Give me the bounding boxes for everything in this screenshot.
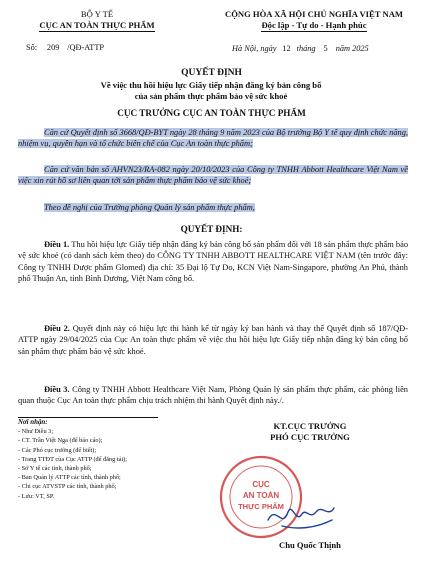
recipient-item: - Các Phó cục trưởng (để biết); (18, 446, 97, 454)
article: Điều 2. Quyết định này có hiệu lực thi hành kể từ ngày ký ban hành và thay thế Quyết định số 187/QĐ-ATTP ngày 29/04/2025 của Cục An toàn thực phẩm về việc thu hồi hiệu lực Giấy tiếp nhận đăng ký bản công bố sản phẩm thực phẩm bảo vệ sức khoẻ. (18, 324, 408, 356)
recipient-item: - Lưu: VT, SP. (18, 492, 55, 500)
recipient-item: - Ban Quản lý ATTP các tỉnh, thành phố; (18, 474, 121, 482)
seal-text: THỰC PHẨM (238, 502, 284, 511)
document-number: Số: 209 /QĐ-ATTP (26, 43, 105, 52)
recipients-heading: Nơi nhận: (18, 419, 48, 426)
recipient-item: - Sở Y tế các tỉnh, thành phố; (18, 465, 92, 473)
preamble-clause: Căn cứ văn bản số AHVN23/RA-082 ngày 20/10/2023 của Công ty TNHH Abbott Healthcare Việt Nam về việc xin rút hồ sơ liên quan tới sản phẩm thực phẩm bảo vệ sức khoẻ; (18, 165, 408, 186)
preamble-clause: Căn cứ Quyết định số 3668/QĐ-BYT ngày 28 tháng 9 năm 2023 của Bộ trưởng Bộ Y tế quy định chức năng, nhiệm vụ, quyền hạn và tổ chức biên chế của Cục An toàn thực phẩm; (18, 128, 408, 149)
preamble-clause: Theo đề nghị của Trưởng phòng Quản lý sản phẩm thực phẩm, (44, 203, 255, 212)
handwritten-signature (262, 490, 342, 540)
recipient-item: - Như Điều 3; (18, 428, 54, 436)
decision-heading: QUYẾT ĐỊNH: (180, 224, 243, 234)
document-kind: QUYẾT ĐỊNH (181, 68, 242, 78)
recipient-item: - CT. Trần Việt Nga (để báo cáo); (18, 437, 103, 445)
national-header (214, 9, 414, 32)
recipient-item: - Chi cục ATVSTP các tỉnh, thành phố; (18, 483, 117, 491)
department-name: CỤC AN TOÀN THỰC PHẨM (39, 20, 155, 30)
recipients-list (18, 417, 158, 501)
recipient-item: - Trang TTĐT của Cục ATTP (để đăng tải); (18, 455, 128, 463)
seal-text: CỤC (252, 480, 270, 489)
issue-date: Hà Nội, ngày 12 tháng 5 năm 2025 (232, 44, 369, 53)
article: Điều 3. Công ty TNHH Abbott Healthcare Việt Nam, Phòng Quản lý sản phẩm thực phẩm, các phòng liên quan thuộc Cục An toàn thực phẩm chịu trách nhiệm thi hành Quyết định này./. (18, 385, 408, 406)
signatory-title: KT.CỤC TRƯỞNG PHÓ CỤC TRƯỞNG (270, 421, 350, 442)
issuing-authority: CỤC TRƯỞNG CỤC AN TOÀN THỰC PHẨM (117, 108, 306, 118)
document-subject: Về việc thu hồi hiệu lực Giấy tiếp nhận đăng ký bản công bố của sản phẩm thực phẩm bảo vệ sức khoẻ (100, 80, 322, 101)
article: Điều 1. Thu hồi hiệu lực Giấy tiếp nhận đăng ký bản công bố sản phẩm đối với 18 sản phẩm thực phẩm bảo vệ sức khoẻ (có danh sách kèm theo) do CÔNG TY TNHH ABBOTT HEALTHCARE VIỆT NAM (tên trước đây: Công ty TNHH Dược phẩm Glomed) địa chỉ: 35 Đại lộ Tự Do, KCN Việt Nam-Singapore, phường An Phú, thành phố Thuận An, tỉnh Bình Dương, Việt Nam công bố. (18, 240, 409, 284)
country-name: CỘNG HÒA XÃ HỘI CHỦ NGHĨA VIỆT NAM (224, 9, 404, 19)
seal-text: AN TOÀN (242, 491, 280, 500)
ministry-name: BỘ Y TẾ (80, 9, 114, 19)
signatory-name: Chu Quốc Thịnh (279, 540, 341, 550)
issuer-header (22, 9, 172, 32)
national-motto: Độc lập - Tự do - Hạnh phúc (261, 20, 367, 30)
